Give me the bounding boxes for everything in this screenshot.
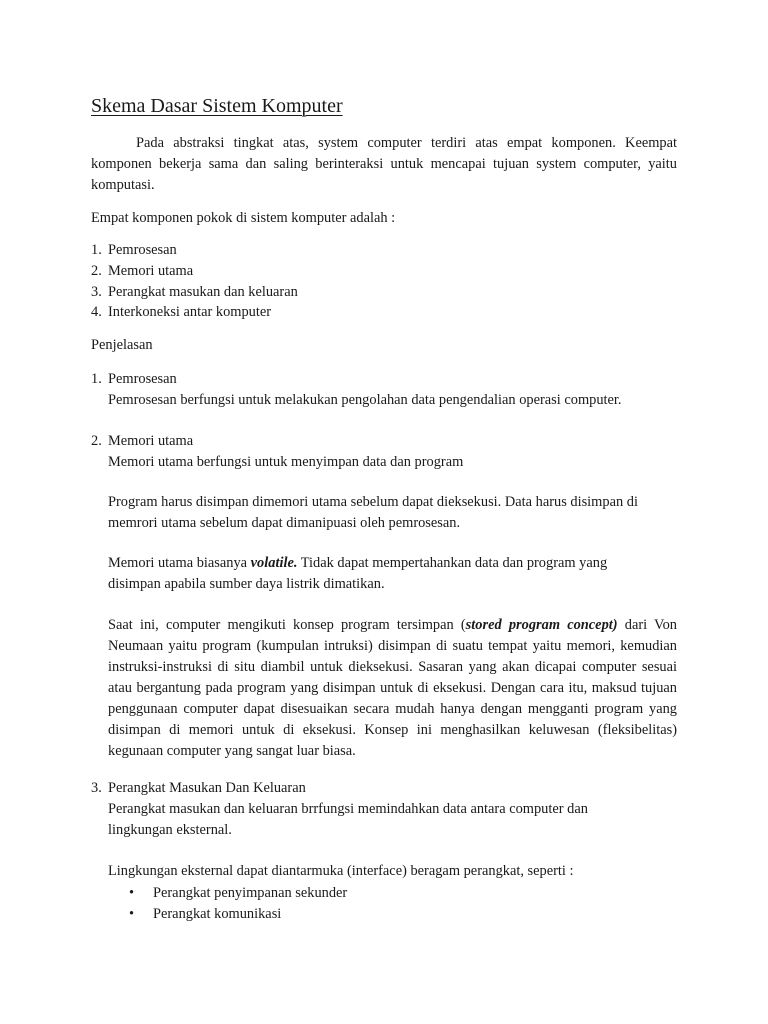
section-1-body: Pemrosesan berfungsi untuk melakukan pengolahan data pengendalian operasi computer.: [108, 392, 622, 408]
bullet-marker: •: [129, 906, 135, 922]
component-number: 2.: [91, 263, 102, 279]
bullet-marker: •: [129, 885, 135, 901]
component-item: Pemrosesan: [108, 242, 177, 258]
intro-paragraph: Pada abstraksi tingkat atas, system computer terdiri atas empat komponen. Keempat komponen bekerja sama dan saling berinteraksi untuk mencapai tujuan system computer, yaitu komputasi.: [91, 135, 677, 193]
components-lead: Empat komponen pokok di sistem komputer adalah :: [91, 210, 396, 226]
component-number: 1.: [91, 242, 102, 258]
body-4-text-after: dari Von Neumaan yaitu program (kumpulan intruksi) disimpan di suatu tempat yaitu memori, kemudian instruksi-instruksi di situ diambil untuk dieksekusi. Sasaran yang akan dicapai computer sesuai atau bergantung pada program yang disimpan untuk di eksekusi. Dengan cara itu, maksud tujuan penggunaan computer dapat disesuaikan secara mudah hanya dengan mengganti program yang disimpan di memori untuk di eksekusi. Konsep ini menghasilkan keluwesan (fleksibelitas) kegunaan computer yang sangat luar biasa.: [108, 617, 677, 759]
section-2-title: Memori utama: [108, 433, 194, 449]
component-item: Memori utama: [108, 263, 194, 279]
body-3-text-before: Memori utama biasanya: [108, 555, 251, 571]
section-1-title: Pemrosesan: [108, 371, 177, 387]
volatile-emphasis: volatile.: [250, 555, 298, 571]
component-item: Perangkat masukan dan keluaran: [108, 284, 298, 300]
section-2-body-1: Memori utama berfungsi untuk menyimpan data dan program: [108, 454, 464, 470]
document-title: Skema Dasar Sistem Komputer: [91, 95, 343, 117]
bullet-item: Perangkat komunikasi: [153, 906, 282, 922]
section-3-body-2: Lingkungan eksternal dapat diantarmuka (interface) beragam perangkat, seperti :: [108, 863, 574, 879]
component-item: Interkoneksi antar komputer: [108, 304, 272, 320]
component-number: 4.: [91, 304, 102, 320]
bullet-item: Perangkat penyimpanan sekunder: [153, 885, 348, 901]
component-number: 3.: [91, 284, 102, 300]
section-3-title: Perangkat Masukan Dan Keluaran: [108, 780, 306, 796]
section-2-number: 2.: [91, 433, 102, 449]
section-3-body-1: Perangkat masukan dan keluaran brrfungsi memindahkan data antara computer dan lingkungan eksternal.: [108, 801, 588, 838]
section-2-body-4: [108, 615, 677, 762]
section-3-number: 3.: [91, 780, 102, 796]
body-3-text-after: Tidak dapat mempertahankan data dan program yang disimpan apabila sumber daya listrik dimatikan.: [108, 555, 608, 592]
section-2-body-3: [108, 553, 638, 595]
section-2-body-2: Program harus disimpan dimemori utama sebelum dapat dieksekusi. Data harus disimpan di memrori utama sebelum dapat dimanipuasi oleh pemrosesan.: [108, 494, 638, 531]
body-4-text-before: Saat ini, computer mengikuti konsep program tersimpan (: [108, 617, 466, 633]
stored-program-emphasis: stored program concept): [465, 617, 618, 633]
explanation-heading: Penjelasan: [91, 337, 153, 353]
section-1-number: 1.: [91, 371, 102, 387]
